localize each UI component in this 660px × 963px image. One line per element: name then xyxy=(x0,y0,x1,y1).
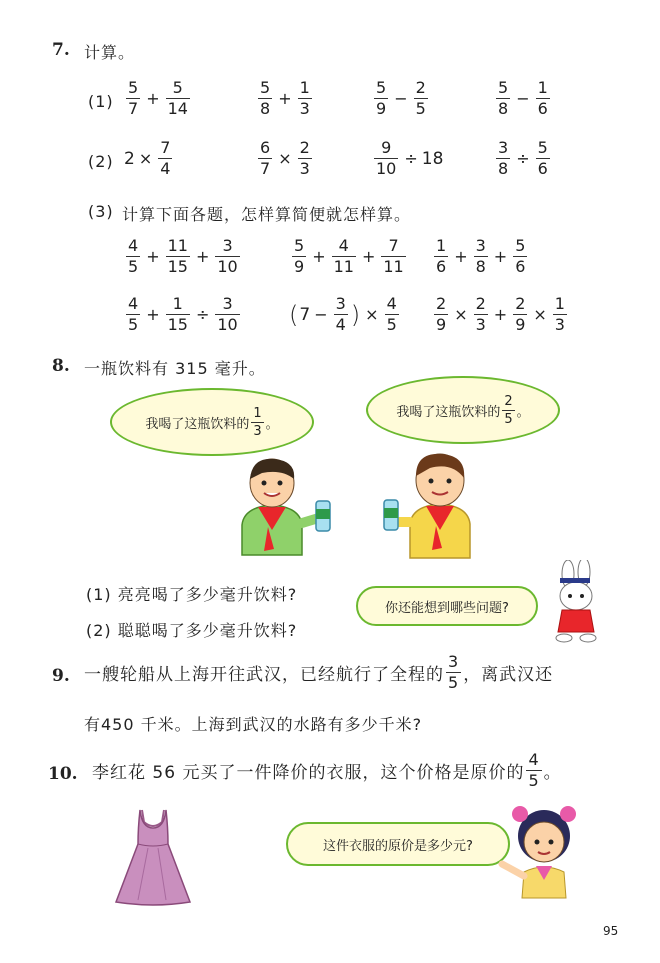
numerator: 2 xyxy=(299,138,310,157)
operator: + xyxy=(146,89,160,108)
parenthesis: ( xyxy=(289,300,299,329)
operator: + xyxy=(312,247,326,266)
question-9-number: 9. xyxy=(52,666,70,686)
fraction xyxy=(381,238,405,275)
fraction xyxy=(334,296,348,333)
denominator: 6 xyxy=(537,99,548,118)
denominator: 6 xyxy=(436,257,447,276)
operator: + xyxy=(146,247,160,266)
numerator: 4 xyxy=(528,750,540,769)
bubble-end: 。 xyxy=(265,416,279,432)
expression xyxy=(124,238,242,275)
question-8-sub-2: (2) 聪聪喝了多少毫升饮料? xyxy=(86,621,298,640)
numerator: 4 xyxy=(338,236,349,255)
fraction xyxy=(474,296,488,333)
numerator: 1 xyxy=(253,405,262,421)
fraction xyxy=(434,296,448,333)
fraction xyxy=(536,140,550,177)
numerator: 5 xyxy=(498,78,509,97)
fraction xyxy=(158,140,172,177)
denominator: 5 xyxy=(448,673,460,692)
expression xyxy=(290,238,408,275)
numerator: 11 xyxy=(167,236,188,255)
operator: + xyxy=(454,247,468,266)
expression xyxy=(494,140,552,177)
question-10-line xyxy=(92,752,562,789)
fraction xyxy=(374,80,388,117)
bubble-end: 。 xyxy=(516,404,530,420)
fraction xyxy=(215,238,239,275)
numerator: 1 xyxy=(554,294,565,313)
numerator: 5 xyxy=(294,236,305,255)
numerator: 3 xyxy=(448,652,460,671)
operator: + xyxy=(493,247,508,266)
denominator: 3 xyxy=(554,315,565,334)
fraction xyxy=(385,296,399,333)
denominator: 11 xyxy=(383,257,404,276)
fraction xyxy=(446,654,461,691)
question-9-text-a: 一艘轮船从上海开往武汉，已经航行了全程的 xyxy=(84,665,444,685)
numerator: 3 xyxy=(335,294,346,313)
fraction xyxy=(496,140,510,177)
part-3-label: (3) xyxy=(88,202,114,221)
fraction xyxy=(258,140,272,177)
denominator: 5 xyxy=(128,257,139,276)
operator: × xyxy=(533,305,547,324)
numerator: 5 xyxy=(376,78,387,97)
fraction xyxy=(502,395,514,426)
fraction xyxy=(526,752,541,789)
denominator: 9 xyxy=(376,99,387,118)
rabbit-speech-bubble: 你还能想到哪些问题? xyxy=(356,586,538,626)
fraction xyxy=(414,80,428,117)
boy-congcong-illustration xyxy=(380,450,490,560)
numerator: 5 xyxy=(172,78,183,97)
number: 7 xyxy=(299,304,311,325)
operator: × xyxy=(278,149,292,168)
fraction xyxy=(332,238,356,275)
operator: − xyxy=(314,305,328,324)
numerator: 5 xyxy=(515,236,526,255)
numerator: 4 xyxy=(128,236,139,255)
fraction xyxy=(126,80,140,117)
fraction xyxy=(513,238,527,275)
bubble-text: 我喝了这瓶饮料的 xyxy=(396,404,501,420)
speech-bubble-right xyxy=(366,376,560,444)
fraction xyxy=(434,238,448,275)
expression xyxy=(256,140,314,177)
denominator: 8 xyxy=(475,257,486,276)
numerator: 3 xyxy=(498,138,509,157)
question-7-title: 计算。 xyxy=(84,43,136,62)
numerator: 3 xyxy=(222,294,233,313)
operator: + xyxy=(361,247,376,266)
fraction xyxy=(496,80,510,117)
operator: + xyxy=(146,305,160,324)
expression xyxy=(372,80,430,117)
denominator: 10 xyxy=(217,257,238,276)
denominator: 4 xyxy=(160,159,171,178)
expression xyxy=(256,80,314,117)
fraction xyxy=(298,140,312,177)
denominator: 3 xyxy=(475,315,486,334)
question-10-number: 10. xyxy=(48,764,78,784)
denominator: 14 xyxy=(167,99,188,118)
girl-illustration xyxy=(496,800,586,900)
operator: × xyxy=(138,149,153,168)
question-7-number: 7. xyxy=(52,40,70,60)
question-8-text: 一瓶饮料有 315 毫升。 xyxy=(84,359,266,378)
question-9-line-1 xyxy=(84,654,553,691)
denominator: 7 xyxy=(128,99,139,118)
numerator: 5 xyxy=(260,78,271,97)
girl-speech-bubble: 这件衣服的原价是多少元? xyxy=(286,822,510,866)
expression xyxy=(494,80,552,117)
denominator: 11 xyxy=(333,257,354,276)
question-9-text-b: ，离武汉还 xyxy=(463,665,554,685)
numerator: 1 xyxy=(436,236,447,255)
denominator: 5 xyxy=(128,315,139,334)
fraction xyxy=(258,80,272,117)
operator: × xyxy=(365,305,379,324)
question-8-number: 8. xyxy=(52,356,70,376)
denominator: 8 xyxy=(260,99,271,118)
numerator: 4 xyxy=(128,294,139,313)
part-3-instruction: 计算下面各题，怎样算简便就怎样算。 xyxy=(122,205,412,224)
operator: ÷ xyxy=(404,149,418,168)
expression xyxy=(432,238,529,275)
expression xyxy=(372,140,443,177)
speech-bubble-left xyxy=(110,388,314,456)
numerator: 2 xyxy=(504,393,513,409)
operator: + xyxy=(493,305,508,324)
part-2-label: (2) xyxy=(88,152,114,171)
fraction xyxy=(166,80,190,117)
denominator: 6 xyxy=(537,159,548,178)
numerator: 1 xyxy=(172,294,183,313)
numerator: 2 xyxy=(515,294,526,313)
boy-liangliang-illustration xyxy=(222,455,342,560)
denominator: 8 xyxy=(498,159,509,178)
number: 2 xyxy=(124,148,135,169)
fraction xyxy=(126,238,140,275)
denominator: 10 xyxy=(376,159,397,178)
numerator: 2 xyxy=(415,78,426,97)
denominator: 4 xyxy=(335,315,346,334)
operator: + xyxy=(278,89,292,108)
numerator: 1 xyxy=(537,78,548,97)
parenthesis: ) xyxy=(350,300,361,329)
fraction xyxy=(292,238,306,275)
fraction xyxy=(215,296,239,333)
denominator: 15 xyxy=(167,315,188,334)
fraction xyxy=(553,296,567,333)
numerator: 5 xyxy=(537,138,548,157)
denominator: 7 xyxy=(260,159,271,178)
fraction xyxy=(126,296,140,333)
denominator: 6 xyxy=(515,257,526,276)
denominator: 5 xyxy=(528,771,540,790)
numerator: 1 xyxy=(299,78,310,97)
operator: − xyxy=(516,89,530,108)
numerator: 9 xyxy=(381,138,392,157)
denominator: 9 xyxy=(515,315,526,334)
question-9-line-2: 有450 千米。上海到武汉的水路有多少千米? xyxy=(84,715,423,734)
bubble-text: 我喝了这瓶饮料的 xyxy=(145,416,250,432)
fraction xyxy=(298,80,312,117)
page-number: 95 xyxy=(603,924,619,938)
denominator: 3 xyxy=(299,99,310,118)
fraction xyxy=(474,238,488,275)
numerator: 7 xyxy=(160,138,171,157)
denominator: 5 xyxy=(415,99,426,118)
denominator: 9 xyxy=(436,315,447,334)
expression xyxy=(124,140,174,177)
denominator: 3 xyxy=(253,423,262,439)
numerator: 3 xyxy=(475,236,486,255)
operator: + xyxy=(195,247,210,266)
numerator: 4 xyxy=(386,294,397,313)
expression xyxy=(432,296,569,333)
number: 18 xyxy=(421,148,444,169)
question-10-text: 李红花 56 元买了一件降价的衣服，这个价格是原价的 xyxy=(92,763,525,783)
expression xyxy=(124,80,192,117)
fraction xyxy=(166,238,190,275)
denominator: 5 xyxy=(504,411,513,427)
expression xyxy=(288,296,401,333)
operator: ÷ xyxy=(516,149,530,168)
denominator: 10 xyxy=(217,315,238,334)
numerator: 6 xyxy=(260,138,271,157)
rabbit-mascot-illustration xyxy=(540,560,610,645)
denominator: 9 xyxy=(294,257,305,276)
fraction xyxy=(166,296,190,333)
question-10-end: 。 xyxy=(543,763,562,783)
numerator: 5 xyxy=(128,78,139,97)
expression xyxy=(124,296,242,333)
question-8-sub-1: (1) 亮亮喝了多少毫升饮料? xyxy=(86,585,298,604)
fraction xyxy=(251,407,263,438)
denominator: 5 xyxy=(386,315,397,334)
fraction xyxy=(374,140,398,177)
numerator: 2 xyxy=(475,294,486,313)
denominator: 8 xyxy=(498,99,509,118)
fraction xyxy=(536,80,550,117)
denominator: 3 xyxy=(299,159,310,178)
denominator: 15 xyxy=(167,257,188,276)
operator: × xyxy=(454,305,468,324)
numerator: 7 xyxy=(388,236,399,255)
part-1-label: (1) xyxy=(88,92,114,111)
numerator: 2 xyxy=(436,294,447,313)
dress-illustration xyxy=(108,808,198,908)
operator: − xyxy=(394,89,408,108)
numerator: 3 xyxy=(222,236,233,255)
operator: ÷ xyxy=(195,305,210,324)
fraction xyxy=(513,296,527,333)
